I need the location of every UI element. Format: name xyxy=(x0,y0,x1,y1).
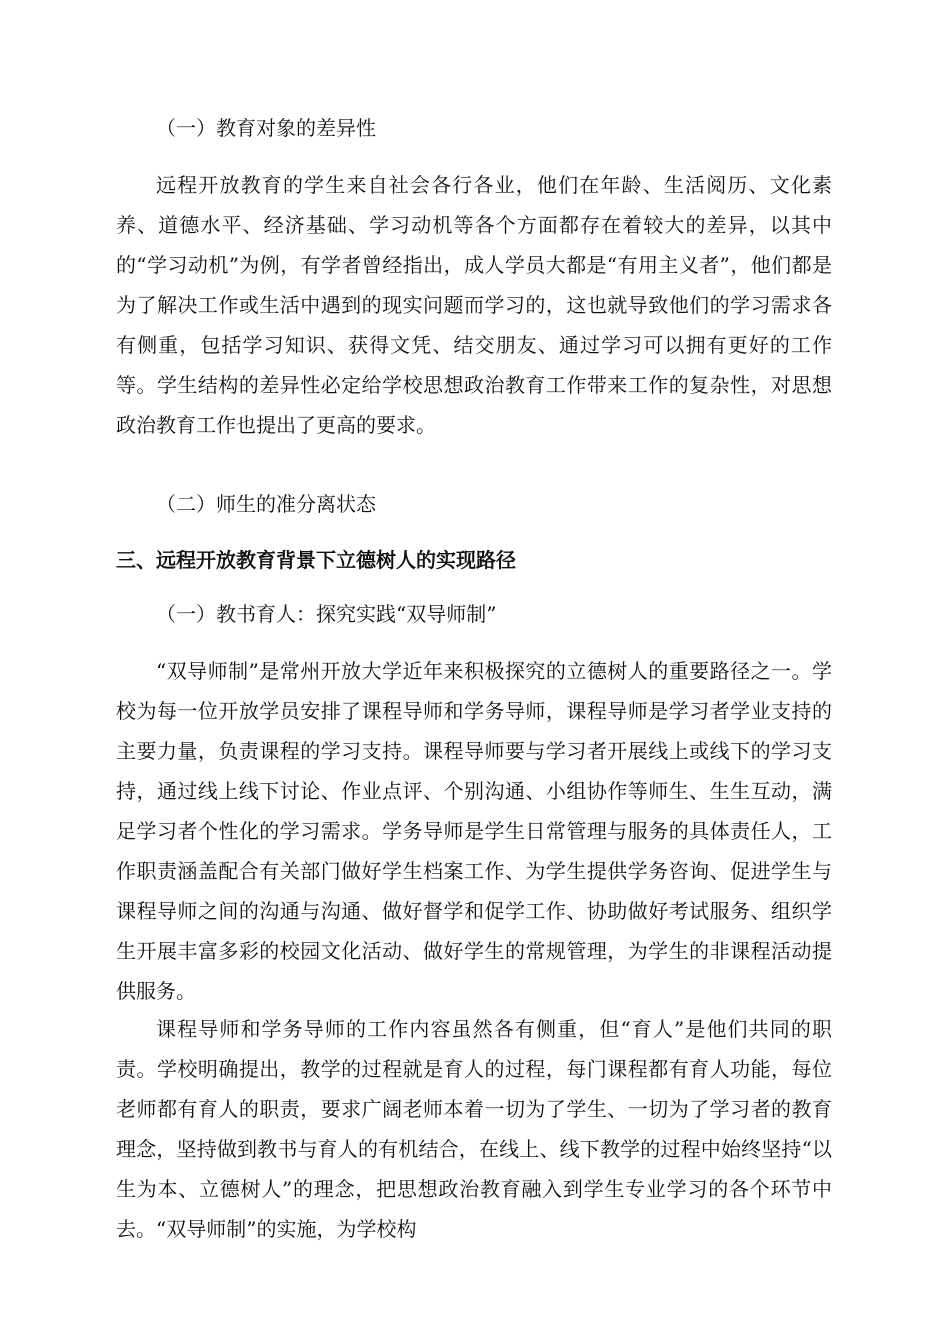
paragraph-dual-tutor-description: “双导师制”是常州开放大学近年来积极探究的立德树人的重要路径之一。学校为每一位开放学员安排了课程导师和学务导师，课程导师是学习者学业支持的主要力量，负责课程的学习支持。课程导师要与学习者开展线上或线下的学习支持，通过线上线下讨论、作业点评、个别沟通、小组协作等师生、生生互动，满足学习者个性化的学习需求。学务导师是学生日常管理与服务的具体责任人，工作职责涵盖配合有关部门做好学生档案工作、为学生提供学务咨询、促进学生与课程导师之间的沟通与沟通、做好督学和促学工作、协助做好考试服务、组织学生开展丰富多彩的校园文化活动、做好学生的常规管理，为学生的非课程活动提供服务。 xyxy=(116,659,832,1003)
sub-heading-dual-tutor-system: （一）教书育人：探究实践“双导师制” xyxy=(156,602,497,626)
sub-heading-teacher-student-separation: （二）师生的准分离状态 xyxy=(156,492,376,516)
paragraph-student-diversity: 远程开放教育的学生来自社会各行各业，他们在年龄、生活阅历、文化素养、道德水平、经济基础、学习动机等各个方面都存在着较大的差异，以其中的“学习动机”为例，有学者曾经指出，成人学员大都是“有用主义者”，他们都是为了解决工作或生活中遇到的现实问题而学习的，这也就导致他们的学习需求各有侧重，包括学习知识、获得文凭、结交朋友、通过学习可以拥有更好的工作等。学生结构的差异性必定给学校思想政治教育工作带来工作的复杂性，对思想政治教育工作也提出了更高的要求。 xyxy=(116,173,832,437)
paragraph-shared-responsibility: 课程导师和学务导师的工作内容虽然各有侧重，但“育人”是他们共同的职责。学校明确提出，教学的过程就是育人的过程，每门课程都有育人功能，每位老师都有育人的职责，要求广阔老师本着一切为了学生、一切为了学习者的教育理念，坚持做到教书与育人的有机结合，在线上、线下教学的过程中始终坚持“以生为本、立德树人”的理念，把思想政治教育融入到学生专业学习的各个环节中去。“双导师制”的实施，为学校构 xyxy=(116,1017,832,1241)
sub-heading-education-object-difference: （一）教育对象的差异性 xyxy=(156,116,376,140)
section-heading-implementation-path: 三、远程开放教育背景下立德树人的实现路径 xyxy=(116,548,516,572)
